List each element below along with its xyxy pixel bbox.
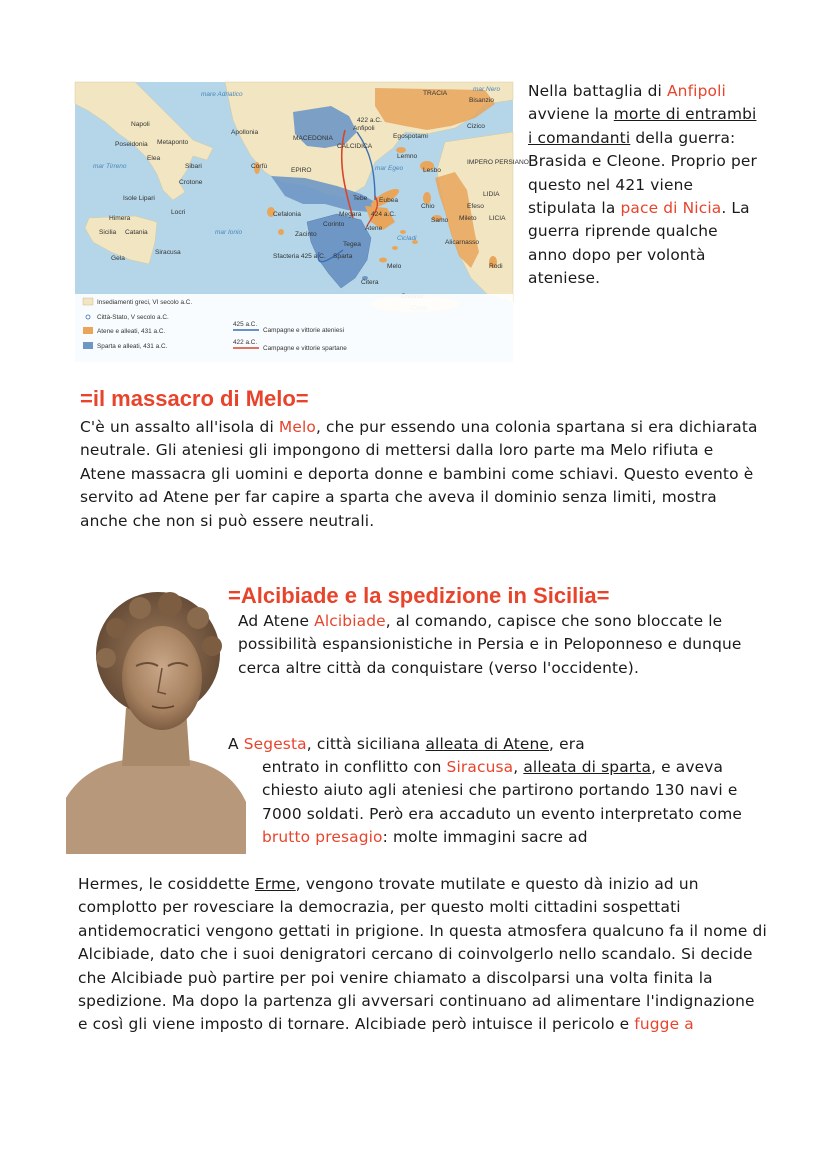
legend-swatch-athens <box>83 327 93 334</box>
map-place: Locri <box>171 209 186 216</box>
map-place: Lesbo <box>423 167 441 174</box>
highlight-anfipoli: Anfipoli <box>667 82 726 100</box>
text-span: della guerra: Brasida e Cleone. Proprio per questo nel 421 viene stipulata la <box>528 128 757 218</box>
text-span: : molte immagini sacre ad <box>382 828 588 847</box>
map-place: Chio <box>421 203 435 210</box>
map-place: EPIRO <box>291 167 312 174</box>
text-span: . La guerra riprende qualche anno dopo per volontà ateniese. <box>528 199 750 288</box>
text-span: , era <box>549 735 585 753</box>
map-place: Megara <box>339 211 362 218</box>
map-place: Anfipoli <box>353 125 375 132</box>
map-label-aegean: mar Egeo <box>375 165 404 172</box>
bust-face <box>122 626 202 730</box>
highlight-melo: Melo <box>278 418 316 436</box>
map-place: Tebe <box>353 195 368 202</box>
map-place: Cizico <box>467 123 485 130</box>
map-label-ionian: mar Ionio <box>215 229 243 236</box>
highlight-alcibiade: Alcibiade <box>314 612 386 630</box>
map-place: Gela <box>111 255 125 262</box>
legend-swatch-city <box>86 315 90 319</box>
map-legend <box>75 294 513 362</box>
map-place: Zacinto <box>295 231 317 238</box>
alcibiades-bust-image <box>66 588 246 854</box>
map-battle-label: 422 a.C. <box>357 117 382 124</box>
map-place: Corinto <box>323 221 345 228</box>
map-place: Mileto <box>459 215 477 222</box>
highlight-flees: fugge a <box>634 1015 694 1034</box>
map-place: IMPERO PERSIANO <box>467 159 529 166</box>
map-place: Atene <box>365 225 383 232</box>
section-title-alcibiade: =Alcibiade e la spedizione in Sicilia= <box>228 583 610 608</box>
section-body-melo <box>80 416 760 533</box>
legend-label: Città-Stato, V secolo a.C. <box>97 314 169 321</box>
map-place: Melo <box>387 263 402 270</box>
text-span: , al comando, capisce che sono bloccate le possibilità espansionistiche in Persia e in Peloponneso e dunque cerca altre città da conquistare (verso l'occidente). <box>238 612 742 677</box>
hair-curl <box>202 636 222 656</box>
map-label-black-sea: mar Nero <box>473 86 501 93</box>
hair-curl <box>158 592 182 616</box>
map-place: MACEDONIA <box>293 135 333 142</box>
hair-curl <box>106 618 126 638</box>
hair-curl <box>96 648 116 668</box>
map-place: Samo <box>431 217 449 224</box>
text-span: avviene la <box>528 105 614 124</box>
map-label-adriatic: mare Adriatico <box>201 91 243 98</box>
cyclades-3 <box>392 246 398 250</box>
alcibiade-paragraph <box>238 610 758 680</box>
legend-swatch-greek <box>83 298 93 305</box>
herms-paragraph <box>78 873 768 1037</box>
map-place: Apollonia <box>231 129 259 136</box>
legend-arrow-year: 425 a.C. <box>233 321 258 328</box>
underlined-ally-athens: alleata di Atene <box>425 735 550 753</box>
text-span: Ad Atene <box>238 612 315 630</box>
legend-arrow-label: Campagne e vittorie spartane <box>263 345 347 352</box>
text-span: A <box>228 735 244 753</box>
map-place: Catania <box>125 229 148 236</box>
map-place: LICIA <box>489 215 506 222</box>
highlight-peace-nicia: pace di Nicia <box>620 199 722 218</box>
greece-map <box>75 82 529 362</box>
legend-arrow-label: Campagne e vittorie ateniesi <box>263 327 344 334</box>
legend-swatch-sparta <box>83 342 93 349</box>
legend-label: Insediamenti greci, VI secolo a.C. <box>97 299 193 306</box>
highlight-bad-omen: brutto presagio <box>262 828 383 847</box>
map-place: Rodi <box>489 263 503 270</box>
section-title-melo: =il massacro di Melo= <box>80 386 309 411</box>
hair-curl <box>129 597 151 619</box>
text-span: , città siciliana <box>306 735 426 753</box>
segesta-line <box>228 733 758 756</box>
map-place: Metaponto <box>157 139 189 146</box>
map-place: Napoli <box>131 121 150 128</box>
map-place: Egospotami <box>393 133 428 140</box>
highlight-segesta: Segesta <box>243 735 307 753</box>
underlined-ally-sparta: alleata di sparta <box>523 758 652 776</box>
map-place: Siracusa <box>155 249 181 256</box>
map-place: Sparta <box>333 253 353 260</box>
map-battle-label: 424 a.C. <box>371 211 396 218</box>
segesta-paragraph <box>262 756 752 850</box>
melos-island <box>379 258 387 263</box>
map-place: Tegea <box>343 241 361 248</box>
hair-curl <box>187 607 209 629</box>
legend-label: Sparta e alleati, 431 a.C. <box>97 343 168 350</box>
map-place: Crotone <box>179 179 203 186</box>
text-span: , che pur essendo una colonia spartana si era dichiarata neutrale. Gli ateniesi gli impongono di mettersi dalla loro parte ma Melo rifiuta e Atene massacra gli uomini e deporta donne e bambini come schiavi. Questo evento è servito ad Atene per far capire a sparta che aveva il dominio senza limiti, mostra anche che non si può essere neutrali. <box>80 418 758 530</box>
map-place: Sibari <box>185 163 202 170</box>
underlined-erme: Erme <box>254 875 296 893</box>
bust-shoulders <box>66 758 246 854</box>
text-span: , <box>513 758 524 776</box>
map-place: Eubea <box>379 197 399 204</box>
map-place: Efeso <box>467 203 484 210</box>
map-place: Sicilia <box>99 229 117 236</box>
map-place: CALCIDICA <box>337 143 373 150</box>
text-span: C'è un assalto all'isola di <box>80 418 279 436</box>
text-span: Nella battaglia di <box>528 82 667 100</box>
map-place: Cefalonia <box>273 211 301 218</box>
map-place: Citera <box>361 279 379 286</box>
map-place: Cicladi <box>397 235 417 242</box>
map-place: Bisanzio <box>469 97 494 104</box>
legend-label: Atene e alleati, 431 a.C. <box>97 328 166 335</box>
zakynthos-island <box>278 229 284 235</box>
legend-arrow-year: 422 a.C. <box>233 339 258 346</box>
map-label-tyrrhenian: mar Tirreno <box>93 163 127 170</box>
map-place: TRACIA <box>423 90 448 97</box>
map-caption-text <box>528 80 758 291</box>
map-place: LIDIA <box>483 191 500 198</box>
map-place: Sfacteria 425 a.C. <box>273 253 326 260</box>
cyclades-1 <box>400 230 406 234</box>
map-place: Alicarnasso <box>445 239 480 246</box>
text-span: Hermes, le cosiddette <box>78 875 255 893</box>
map-place: Himera <box>109 215 131 222</box>
map-place: Elea <box>147 155 161 162</box>
map-place: Poseidonia <box>115 141 148 148</box>
map-place: Isole Lipari <box>123 195 155 202</box>
highlight-siracusa: Siracusa <box>446 758 514 776</box>
map-place: Corfù <box>251 163 268 170</box>
text-span: , vengono trovate mutilate e questo dà inizio ad un complotto per rovesciare la democrazia, per questo molti cittadini sospettati antidemocratici vengono gettati in prigione. In questa atmosfera qualcuno fa il nome di Alcibiade, dato che i suoi denigratori cercano di coinvolgerlo nello scandalo. Si decide che Alcibiade può partire per poi venire chiamato a discolparsi una volta finita la spedizione. Ma dopo la partenza gli avversari continuano ad alimentare l'indignazione e così gli viene imposto di tornare. Alcibiade però intuisce il pericolo e <box>78 875 767 1034</box>
map-place: Lemno <box>397 153 418 160</box>
text-span: entrato in conflitto con <box>262 758 447 776</box>
text-span: , e aveva chiesto aiuto agli ateniesi che partirono portando 130 navi e 7000 soldati. Però era accaduto un evento interpretato come <box>262 758 742 823</box>
underlined-commanders: morte di entrambi i comandanti <box>528 105 757 147</box>
